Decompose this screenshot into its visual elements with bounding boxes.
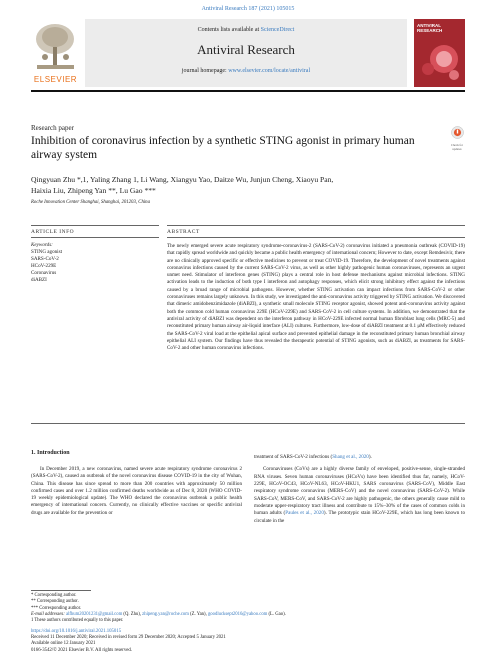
keywords-block [31, 242, 159, 283]
abstract-text: The newly emerged severe acute respiratory syndrome-coronavirus-2 (SARS-CoV-2) coronavirus initiated a pneumonia outbreak (COVID-19) that rapidly spread worldwide and quickly became a public health emergency of international concern; However to date, except Remdesivir, there are no clinically approved specific or effective medicines to prevent or treat COVID-19. Therefore, the development of novel treatments against coronavirus infections caused by the current SARS-CoV-2 virus, as well as other highly pathogenic human coronaviruses, represents an urgent unmet need. Stimulator of interferon genes (STING) plays a central role in host defense mechanisms against microbial infections. STING activation leads to the induction of both type I interferon and autophagy responses, which elicit strong inhibitory effect against the infections caused by a broad range of microbial pathogens. However, whether STING activation can impact infections from SARS-CoV-2 or other coronaviruses remains largely unknown. In this study, we investigated the anti-coronavirus activity triggered by STING activation. We discovered that dimeric amidobenzimidazole (diABZI), a synthetic small molecule STING receptor agonist, showed potent anti-coronavirus activity against both the common cold human coronavirus 229E (HCoV-229E) and SARS-CoV-2 in cell culture systems. In addition, we demonstrated that the antiviral activity of diABZI was dependent on the interferon pathway in HCoV-229E infected normal human fibroblast lung cells (MRC-5) and reconstituted primary human airway air-liquid interface (ALI) cultures. Furthermore, low-dose of diABZI treatment at 0.1 μM effectively reduced the SARS-CoV-2 viral load at the epithelial apical surface and prevented epithelial damage in the reconstituted primary human bronchial airway epithelial ALI system. Our findings have thus revealed the therapeutic potential of STING agonists, such as diABZI, as treatments for SARS-CoV-2 and other human coronavirus infections. [167, 243, 465, 352]
citation-link[interactable]: Shang et al., 2020 [332, 454, 369, 461]
email-link[interactable]: goodlucksept2016@yahoo.com [207, 611, 268, 617]
journal-reference[interactable]: Antiviral Research 187 (2021) 105015 [201, 6, 295, 12]
article-info-heading: ARTICLE INFO [31, 229, 75, 235]
available-online: Available online 12 January 2021 [31, 641, 96, 647]
abstract-rule-bottom [167, 237, 465, 238]
email-link[interactable]: zhipeng.yan@roche.com [142, 611, 189, 617]
footnote-corresponding-2: ** Corresponding author. [31, 599, 79, 605]
journal-header [31, 19, 465, 87]
affiliation: Roche Innovation Center Shanghai, Shanghai, 201203, China [31, 200, 150, 205]
email-label: E-mail addresses: [31, 611, 66, 617]
email-owner: (L. Gao). [267, 611, 286, 617]
keyword: SARS-CoV-2 [31, 255, 59, 262]
intro-right-paragraph-1 [254, 454, 465, 461]
article-meta [31, 629, 465, 654]
authors-line-1[interactable]: Qingyuan Zhu *,1, Yaling Zhang 1, Li Wang, Xiangyu Yao, Daitze Wu, Junjun Cheng, Xiaoyu Pan, [31, 175, 334, 184]
footnote-corresponding-3: *** Corresponding author. [31, 605, 82, 611]
check-updates-label: Check for updates [451, 143, 463, 151]
copyright: 0166-3542/© 2021 Elsevier B.V. All rights reserved. [31, 647, 132, 653]
paragraph-text: treatment of SARS-CoV-2 infections ( [254, 454, 333, 461]
contents-line [85, 27, 407, 33]
abstract-end-rule [31, 423, 465, 424]
received-dates: Received 11 December 2020; Received in revised form 29 December 2020; Accepted 5 January 2021 [31, 635, 226, 641]
homepage-prefix: journal homepage: [181, 68, 229, 74]
publisher-name: ELSEVIER [33, 75, 78, 84]
article-type: Research paper [31, 124, 74, 132]
email-owner: (Q. Zhu), [122, 611, 143, 617]
keywords-label: Keywords: [31, 242, 53, 248]
article-info-rule-bottom [31, 237, 159, 238]
article-info-rule [31, 225, 159, 226]
check-updates-icon [451, 126, 464, 139]
journal-cover-thumbnail[interactable] [414, 19, 465, 87]
abstract-rule [167, 225, 465, 226]
footnote-rule [31, 590, 91, 591]
elsevier-logo[interactable] [31, 19, 80, 87]
paragraph-text: Coronaviruses (CoVs) are a highly diverse family of enveloped, positive-sense, single-stranded RNA viruses. Seven human coronaviruses (HCoVs) have been identified thus far, namely, HCoV-229E, HCoV-OC43, HCoV-NL63, HCoV-HKU1, SARS coronavirus (SARS-CoV), Middle East respiratory syndrome coronavirus (MERS-CoV) and the novel coronavirus (SARS-CoV-2). While SARS-CoV, MERS-CoV, and SARS-CoV-2 are highly pathogenic, the others generally cause mild to moderate upper-respiratory tract illness and contribute to 15%–30% of the cases of common colds in human adults ( [254, 466, 465, 517]
homepage-line [85, 68, 407, 74]
footnote-corresponding-1: * Corresponding author. [31, 593, 77, 598]
paragraph-text: ). [368, 454, 372, 461]
email-link[interactable]: alfhum20201231@gmail.com [65, 611, 123, 617]
paragraph-text: ). The prototypic stain HCoV-229E, which has long been known to circulate in the [254, 510, 465, 524]
citation-link[interactable]: Paules et al., 2020 [285, 510, 324, 517]
authors [31, 174, 461, 196]
intro-right-paragraph-2 [254, 466, 465, 524]
cover-title: ANTIVIRAL RESEARCH [417, 23, 443, 33]
doi-link[interactable]: https://doi.org/10.1016/j.antiviral.2021.105015 [31, 629, 122, 634]
sciencedirect-link[interactable]: ScienceDirect [260, 27, 295, 33]
footnotes [31, 593, 465, 624]
article-title: Inhibition of coronavirus infection by a synthetic STING agonist in primary human airway system [31, 135, 415, 161]
keyword: diABZI [31, 276, 47, 283]
email-owner: (Z. Yan), [188, 611, 208, 617]
cover-artwork-icon [414, 33, 465, 83]
keyword: HCoV-229E [31, 262, 57, 269]
journal-title: Antiviral Research [197, 42, 295, 57]
intro-left-column: In December 2019, a new coronavirus, named severe acute respiratory syndrome coronavirus 2 (SARS-CoV-2), caused an outbreak of the novel coronavirus disease COVID-19 in the city of Wuhan, China. This disease has since spread to more than 200 countries with approximately 50 million confirmed cases and over 1.2 million confirmed deaths worldwide as of Dec 8, 2020 (WHO COVID-19 weekly epidemiological update). The WHO declared the coronavirus outbreak a public health emergency of international concern. Currently, no clinically effective vaccines or specific antiviral drugs are available for the prevention or [31, 466, 242, 516]
keyword: Coronavirus [31, 269, 57, 276]
header-divider [31, 90, 465, 92]
journal-masthead [85, 19, 407, 87]
section-heading-introduction: 1. Introduction [31, 450, 70, 456]
contents-prefix: Contents lists available at [197, 27, 261, 33]
abstract-heading: ABSTRACT [167, 229, 200, 235]
elsevier-tree-icon [31, 19, 80, 75]
keyword: STING agonist [31, 248, 62, 255]
footnote-equal-contribution: 1 These authors contributed equally to this paper. [31, 618, 124, 624]
authors-line-2[interactable]: Haixia Liu, Zhipeng Yan **, Lu Gao *** [31, 186, 156, 195]
journal-homepage-link[interactable]: www.elsevier.com/locate/antiviral [228, 68, 311, 74]
intro-right-column [254, 449, 465, 530]
check-for-updates-badge[interactable] [449, 126, 465, 151]
